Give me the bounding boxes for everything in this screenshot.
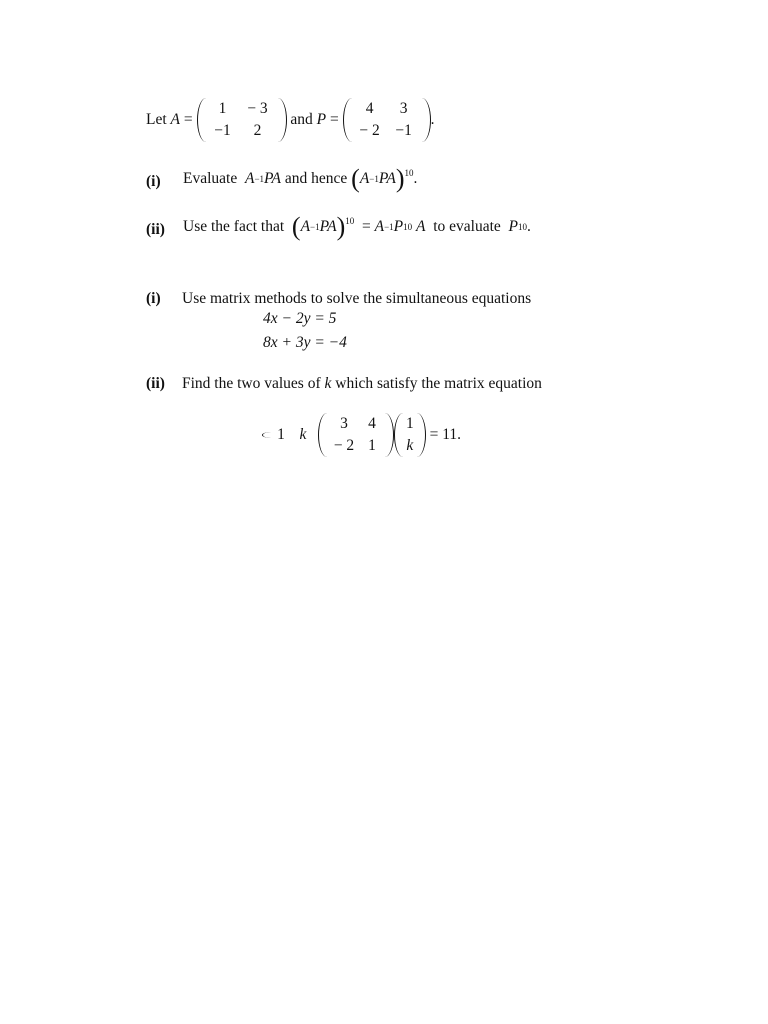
let-text: Let (146, 111, 167, 128)
equals-sign: = (329, 111, 339, 128)
equals-sign: = (361, 218, 371, 235)
q2-part-ii-text (182, 375, 542, 393)
matrix-m-cell: 1 (368, 437, 376, 454)
expr-pa: PA (264, 170, 281, 187)
column-vector-cell: k (406, 437, 414, 454)
expr-pa: PA (378, 170, 396, 187)
matrix-p-cell: 4 (365, 100, 374, 117)
to-evaluate-text: to evaluate (433, 218, 501, 235)
q2-part-i-label: (i) (146, 290, 161, 307)
expr-a: A (374, 218, 385, 235)
q2-part-i-text: Use matrix methods to solve the simultaneous equations (182, 290, 532, 307)
q1-part-i-text: Evaluate A −1 PA and hence ( A −1 PA ) $^{10}$ . (183, 164, 418, 193)
equation-rhs: = 11. (429, 426, 462, 443)
expr-a: A (416, 218, 426, 235)
matrix-m-cell: 3 (340, 415, 348, 432)
and-text: and (290, 111, 313, 128)
matrix-m-cell: − 2 (333, 437, 355, 454)
matrix-a-symbol: A (170, 111, 180, 128)
expr-a: A (359, 170, 370, 187)
q1-part-ii-text: Use the fact that ( A −1 PA ) $^{10}$ = A −1 P 10 A to evaluate P 10 . (183, 212, 531, 241)
expr-pa: PA (319, 218, 337, 235)
matrix-p-cell: − 2 (359, 122, 380, 139)
equation-1: 4x − 2y = 5 (263, 310, 337, 327)
matrix-p-symbol: P (316, 111, 327, 128)
right-paren: ) (336, 212, 346, 241)
matrix-p (343, 98, 431, 142)
evaluate-text: Evaluate (183, 170, 238, 187)
q2-part-ii-label: (ii) (146, 375, 165, 392)
expr-a: A (244, 170, 255, 187)
row-vector-cell: 1 (277, 426, 285, 443)
left-paren: ( (351, 164, 360, 193)
matrix-a-cell: 2 (253, 122, 262, 139)
q1-part-ii-label: (ii) (146, 221, 165, 238)
equals-sign: = (183, 111, 193, 128)
matrix-p-cell: 3 (399, 100, 408, 117)
matrix-a (197, 98, 287, 142)
q1-part-i-label: (i) (146, 173, 161, 190)
matrix-equation-text: which satisfy the matrix equation (335, 375, 542, 392)
row-vector-cell: k (299, 426, 307, 443)
equation-2: 8x + 3y = −4 (263, 334, 347, 351)
row-vector (262, 424, 318, 446)
intro-line (146, 98, 434, 142)
column-vector-cell: 1 (406, 415, 414, 432)
matrix-a-cell: − 3 (247, 100, 268, 117)
matrix-m-cell: 4 (368, 415, 376, 432)
period: . (413, 170, 418, 187)
matrix-m (318, 413, 394, 457)
column-vector (394, 413, 426, 457)
use-fact-text: Use the fact that (183, 218, 285, 235)
period: . (527, 218, 531, 235)
and-hence-text: and hence (284, 170, 348, 187)
expr-a: A (300, 218, 311, 235)
matrix-p-cell: −1 (395, 122, 412, 139)
right-paren: ) (395, 164, 405, 193)
expr-p: P (508, 218, 519, 235)
variable-k: k (324, 375, 332, 392)
find-values-text: Find the two values of (182, 375, 321, 392)
matrix-equation (262, 413, 461, 457)
left-paren: ( (291, 212, 301, 241)
expr-p: P (393, 218, 404, 235)
matrix-a-cell: 1 (218, 100, 227, 117)
period: . (430, 111, 435, 128)
matrix-a-cell: −1 (214, 122, 231, 139)
